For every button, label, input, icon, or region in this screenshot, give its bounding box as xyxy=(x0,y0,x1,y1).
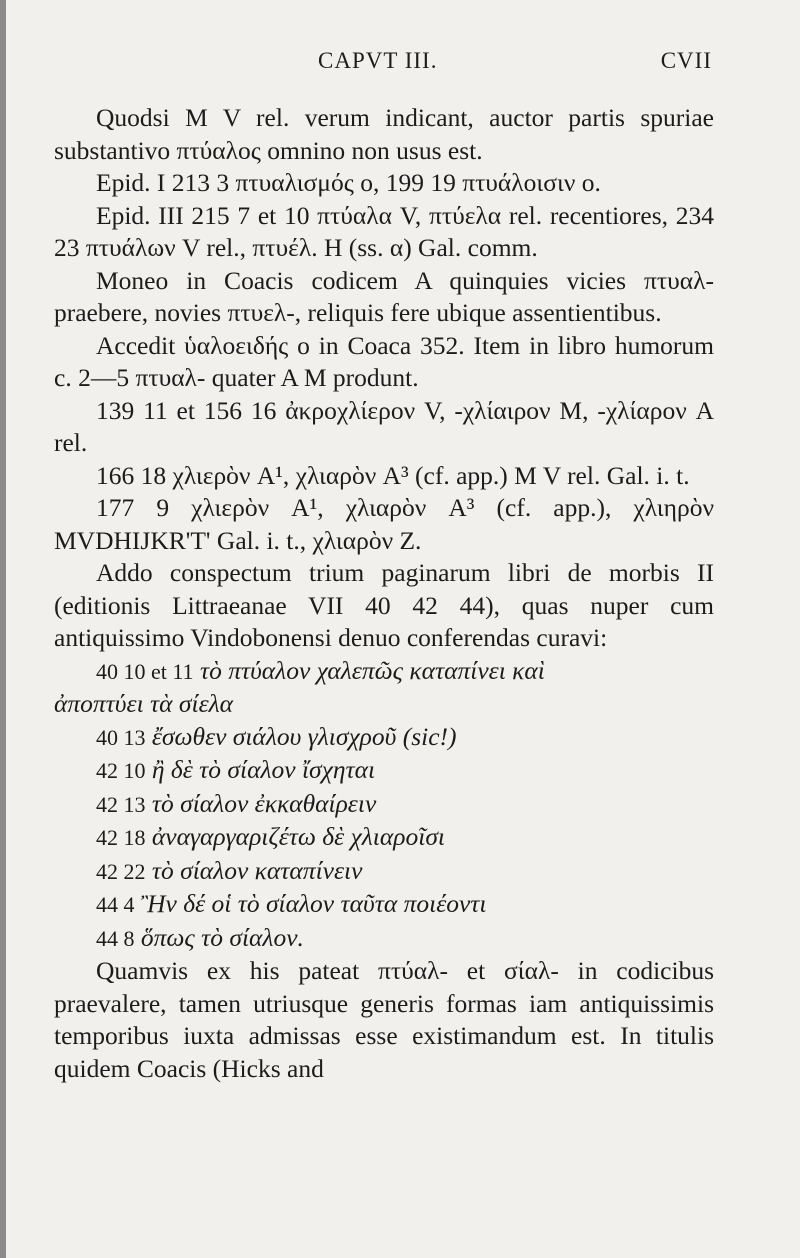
reference-entry xyxy=(54,888,714,922)
entry-ref: 42 10 xyxy=(96,758,146,783)
running-header xyxy=(6,48,800,82)
entry-text: Ἢν δέ οἱ τὸ σίαλον ταῦτα ποιέοντι xyxy=(140,889,487,918)
page-number: CVII xyxy=(660,48,712,73)
entry-ref: 44 8 xyxy=(96,925,135,951)
paragraph: Moneo in Coacis codicem A quinquies vicies πτυαλ- praebere, novies πτυελ-, reliquis fere ubique assentientibus. xyxy=(54,265,714,327)
entry-ref: 42 13 xyxy=(96,791,146,817)
reference-entry xyxy=(54,754,714,788)
paragraph: 166 18 χλιερὸν A¹, χλιαρὸν A³ (cf. app.) M V rel. Gal. i. t. xyxy=(96,460,690,490)
reference-entry xyxy=(54,821,714,855)
reference-entry xyxy=(54,721,714,755)
paragraph: 139 11 et 156 16 ἀκροχλίερον V, -χλίαιρον M, -χλίαρον A rel. xyxy=(54,395,714,457)
entry-text: ἢ δὲ τὸ σίαλον ἴσχηται xyxy=(151,755,376,784)
entry-ref: 42 18 xyxy=(96,825,146,850)
book-page xyxy=(6,0,800,1258)
entry-ref: 44 4 xyxy=(96,892,135,917)
reference-entry xyxy=(54,788,714,822)
entry-ref: 42 22 xyxy=(96,858,146,884)
body-text xyxy=(54,102,714,1085)
reference-entry xyxy=(54,655,714,689)
reference-entry xyxy=(54,922,714,956)
entry-text: ὅπως τὸ σίαλον. xyxy=(140,922,304,952)
paragraph: Quodsi M V rel. verum indicant, auctor partis spuriae substantivo πτύαλος omnino non usus est. xyxy=(54,103,714,165)
reference-entry xyxy=(54,688,714,721)
paragraph: 177 9 χλιερὸν A¹, χλιαρὸν A³ (cf. app.), χλιηρὸν MVDHIJKR'T' Gal. i. t., χλιαρὸν Z. xyxy=(54,493,714,555)
paragraph: Accedit ὑαλοειδής o in Coaca 352. Item in libro humorum c. 2—5 πτυαλ- quater A M produnt. xyxy=(54,330,714,392)
paragraph: Epid. I 213 3 πτυαλισμός o, 199 19 πτυάλοισιν o. xyxy=(96,168,601,197)
entry-ref: 40 13 xyxy=(96,724,146,750)
entry-text: τὸ σίαλον καταπίνειν xyxy=(151,855,363,885)
chapter-title: CAPVT III. xyxy=(318,48,438,73)
paragraph: Addo conspectum trium paginarum libri de morbis II (editionis Littraeanae VII 40 42 44), quas nuper cum antiquissimo Vindobonensi denuo conferendas curavi: xyxy=(54,558,714,652)
paragraph: Epid. III 215 7 et 10 πτύαλα V, πτύελα rel. recentiores, 234 23 πτυάλων V rel., πτυέλ. H (ss. α) Gal. comm. xyxy=(54,200,714,262)
entry-text: ἀποπτύει τὰ σίελα xyxy=(54,689,234,718)
reference-entry xyxy=(54,855,714,889)
entry-text: ἀναγαργαριζέτω δὲ χλιαροῖσι xyxy=(151,822,446,851)
entry-text: ἔσωθεν σιάλου γλισχροῦ (sic!) xyxy=(151,721,457,751)
entry-text: τὸ σίαλον ἐκκαθαίρειν xyxy=(151,788,377,818)
entry-text: τὸ πτύαλον χαλεπῶς καταπίνει καὶ xyxy=(199,655,545,685)
entry-ref: 40 10 et 11 xyxy=(96,658,194,684)
paragraph: Quamvis ex his pateat πτύαλ- et σίαλ- in codicibus praevalere, tamen utriusque generis formas iam antiquissimis temporibus iuxta admissas esse existimandum est. In titulis quidem Coacis (Hicks and xyxy=(54,956,714,1083)
